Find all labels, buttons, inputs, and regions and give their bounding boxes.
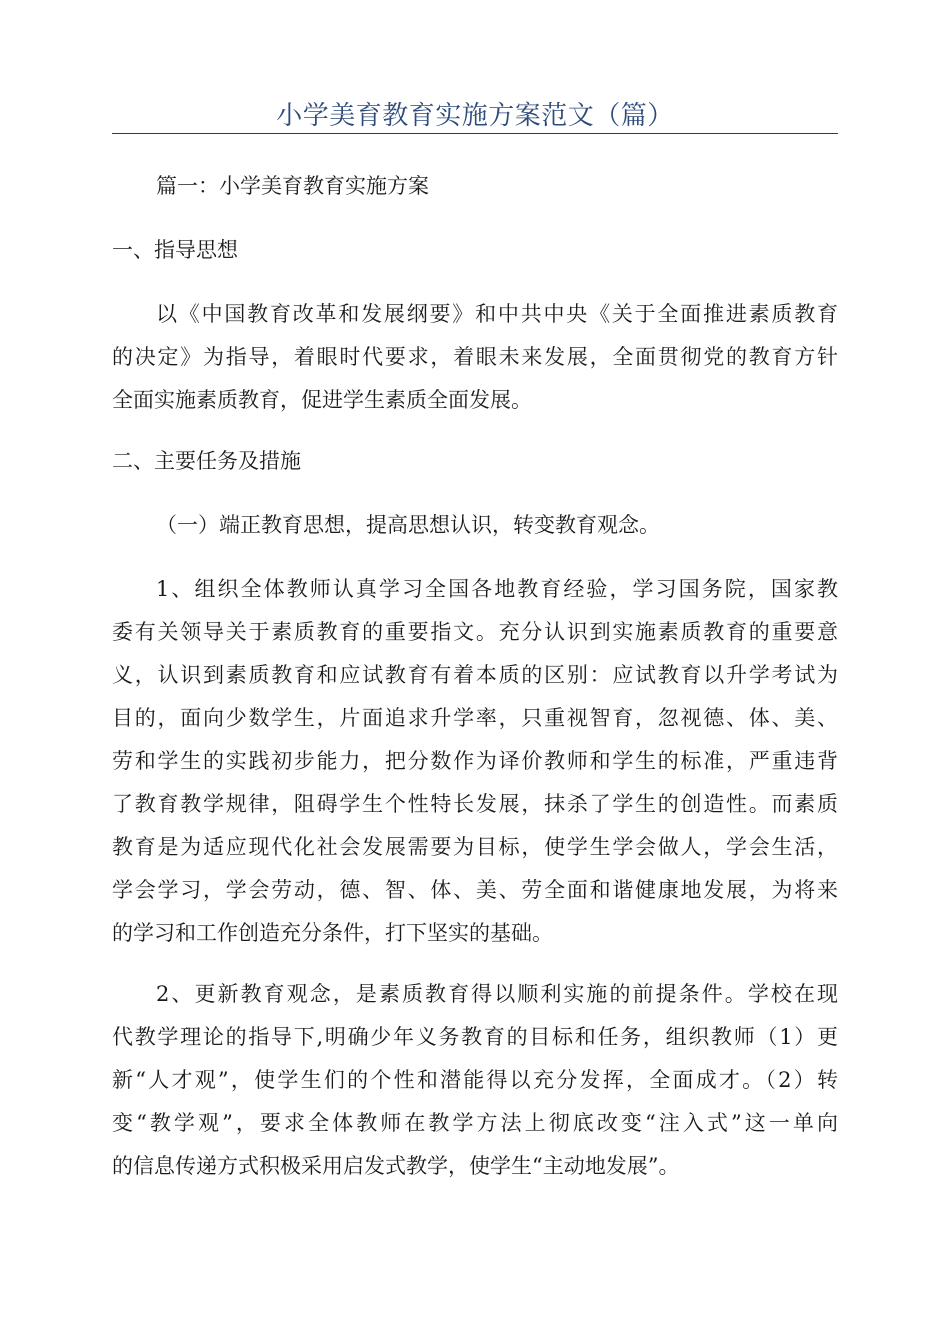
text-line: 2、更新教育观念，是素质教育得以顺利实施的前提条件。学校在现 [156,982,838,1006]
paragraph-item-1 [112,568,838,955]
paragraph-item-2 [112,973,838,1188]
title-underline [112,133,838,134]
text-line: 学会学习，学会劳动，德、智、体、美、劳全面和谐健康地发展，为将来 [112,878,838,902]
text-line: 义，认识到素质教育和应试教育有着本质的区别：应试教育以升学考试为 [112,663,838,687]
document-body [112,165,838,1188]
text-line: 的决定》为指导，着眼时代要求，着眼未来发展，全面贯彻党的教育方针 [112,345,838,369]
text-line: 委有关领导关于素质教育的重要指文。充分认识到实施素质教育的重要意 [112,620,838,644]
text-line: 的学习和工作创造充分条件，打下坚实的基础。 [112,921,553,945]
text-line: 新“人才观”，使学生们的个性和潜能得以充分发挥，全面成才。（2）转 [112,1068,838,1092]
text-line: 教育是为适应现代化社会发展需要为目标，使学生学会做人，学会生活， [112,835,838,859]
section-heading-guiding-ideology: 一、指导思想 [112,238,238,262]
text-line: 的信息传递方式积极采用启发式教学，使学生“主动地发展”。 [112,1154,680,1178]
text-line: 全面实施素质教育，促进学生素质全面发展。 [112,388,532,412]
text-line: 以《中国教育改革和发展纲要》和中共中央《关于全面推进素质教育 [156,302,838,326]
subtitle: 篇一：小学美育教育实施方案 [156,174,429,198]
document-title: 小学美育教育实施方案范文（篇） [276,101,674,131]
section-heading-main-tasks: 二、主要任务及措施 [112,449,301,473]
subsection-heading-1: （一）端正教育思想，提高思想认识，转变教育观念。 [156,513,660,537]
paragraph-guiding-ideology [112,293,838,422]
text-line: 劳和学生的实践初步能力，把分数作为译价教师和学生的标准，严重违背 [112,749,838,773]
text-line: 代教学理论的指导下,明确少年义务教育的目标和任务，组织教师（1）更 [112,1025,838,1049]
text-line: 1、组织全体教师认真学习全国各地教育经验，学习国务院，国家教 [156,577,838,601]
text-line: 目的，面向少数学生，片面追求升学率，只重视智育，忽视德、体、美、 [112,706,838,730]
text-line: 变“教学观”，要求全体教师在教学方法上彻底改变“注入式”这一单向 [112,1111,838,1135]
text-line: 了教育教学规律，阻碍学生个性特长发展，抹杀了学生的创造性。而素质 [112,792,838,816]
